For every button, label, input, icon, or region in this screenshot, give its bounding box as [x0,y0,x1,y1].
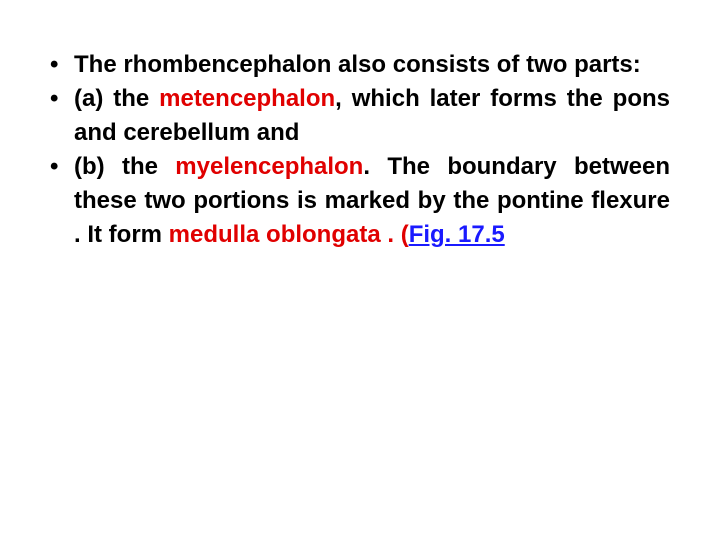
bullet-item-1 [50,48,670,82]
bullet-2-text-b: , which later forms the pons and cerebellum and [74,85,671,146]
term-medulla-oblongata: medulla oblongata . ( [168,221,409,248]
term-myelencephalon: myelencephalon [175,153,364,180]
figure-link[interactable]: Fig. 17.5 [408,221,505,248]
bullet-1-text: The rhombencephalon also consists of two parts: [74,51,641,78]
term-metencephalon: metencephalon [159,85,336,112]
bullet-3-text-a: (b) the [74,153,176,180]
bullet-dot-icon: • [50,153,59,180]
bullet-list [50,48,670,252]
bullet-item-2 [50,82,670,150]
bullet-dot-icon: • [50,85,59,112]
bullet-dot-icon: • [50,51,59,78]
bullet-item-3 [50,150,670,252]
bullet-3-text-b: . The boundary between these two portions is marked by the pontine flexure . It form [74,153,670,248]
bullet-2-text-a: (a) the [74,85,160,112]
